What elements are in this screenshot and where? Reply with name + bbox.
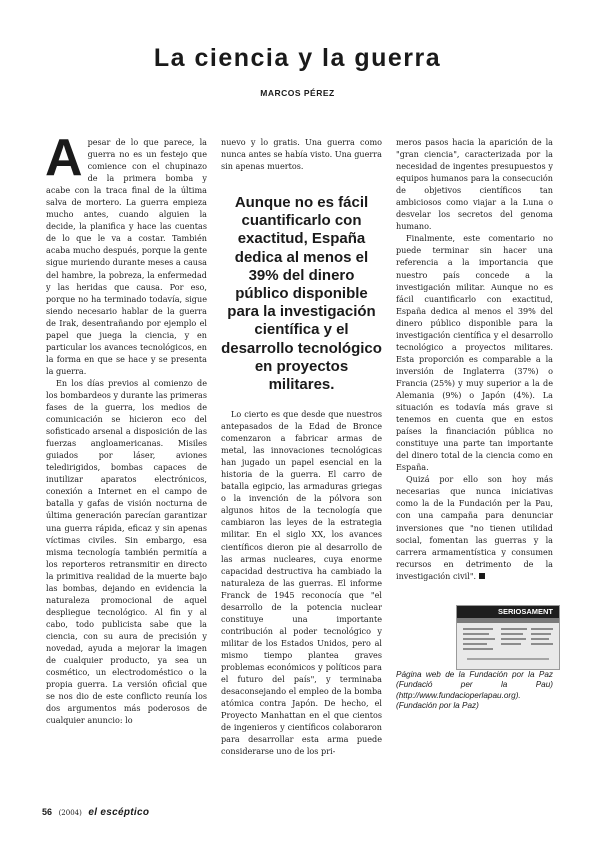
website-text-line [501, 633, 523, 635]
article-author: MARCOS PÉREZ [260, 88, 335, 98]
website-text-line [531, 628, 553, 630]
paragraph: meros pasos hacia la aparición de la "gran ciencia", caracterizada por la necesidad de ingentes presupuestos y equipos humanos para la consecución de objetivos científicos tan ambiciosos como viajar a la Luna o desvelar los secretos del genoma humano. [396, 137, 553, 232]
website-text-line [463, 643, 487, 645]
paragraph: nuevo y lo gratis. Una guerra como nunca antes se había visto. Una guerra sin apenas muertos. [221, 137, 382, 172]
paragraph: En los días previos al comienzo de los bombardeos y durante las primeras fases de la guerra, los medios de comunicación se hicieron eco del sofisticado arsenal a disposición de las fuerzas angloamericanas. Misiles guiados por láser, aviones teledirigidos, bombas capaces de inutilizar aparatos electrónicos, conexión a Internet en el campo de batalla y gafas de visión nocturna de última generación parecían garantizar una guerra rápida, eficaz y sin apenas víctimas civiles. Sin embargo, esa misma tecnología también permitía a los reporteros retransmitir en directo la primitiva realidad de la muerte bajo las bombas, dejando en evidencia la naturaleza promocional de aquel despliegue tecnológico. Al fin y al cabo, todo publicista sabe que la ciencia, con su aura de precisión y novedad, ayuda a mejorar la imagen de cualquier producto, ya sea un cosmético, un electrodoméstico o la propia guerra. La versión oficial que se nos dio de este conflicto reunía los dos argumentos más poderosos de cualquier anuncio: lo [46, 377, 207, 726]
drop-cap: A [45, 129, 83, 187]
figure-caption: Página web de la Fundación por la Paz (Fundació per la Pau) (http://www.fundacioperlapau.org). (Fundación por la Paz) [396, 670, 553, 710]
website-text-line [531, 633, 551, 635]
pull-quote: Aunque no es fácil cuantificarlo con exactitud, España dedica al menos el 39% del dinero público disponible para la investigación científica y el desarrollo tecnológico en proyectos militares. [221, 194, 382, 394]
paragraph-text: Quizá por ello son hoy más necesarias que nunca iniciativas como la de la Fundación per la Pau, con una campaña para denunciar inversiones que "no tienen utilidad social, fomentan las guerras y la carrera armamentística y consumen recursos en detrimento de la investigación civil". [396, 474, 553, 581]
paragraph: Lo cierto es que desde que nuestros antepasados de la Edad de Bronce comenzaron a fabricar armas de metal, las innovaciones tecnológicas han jugado un papel esencial en la historia de la guerra. El carro de batalla egipcio, las armaduras griegas o la invención de la pólvora son algunos hitos de la tecnología que cambiaron las leyes de la estrategia militar. En el siglo XX, los avances científicos dieron pie al desarrollo de las armas nucleares, cuya enorme capacidad destructiva ha cambiado la naturaleza de las guerras. El informe Franck de 1945 reconocía que "el desarrollo de la potencia nuclear constituye una importante contribución al poder tecnológico y militar de los Estados Unidos, pero al mismo tiempo plantea graves problemas económicos y políticos para el futuro del país", y terminaba desaconsejando el empleo de la bomba atómica contra Japón. De hecho, el Proyecto Manhattan en el que cientos de ingenieros y científicos colaboraron para desarrollar esta arma puede considerarse uno de los pri- [221, 409, 382, 757]
article-title: La ciencia y la guerra [153, 44, 442, 72]
end-mark-icon [479, 573, 485, 579]
paragraph [396, 473, 553, 581]
website-text-line [501, 628, 527, 630]
website-header: SERIOSAMENT [457, 606, 559, 618]
column-2-body [221, 408, 382, 757]
website-text-line [463, 633, 489, 635]
column-3 [396, 136, 553, 582]
website-text-line [501, 643, 521, 645]
issue-year: (2004) [58, 809, 82, 817]
paragraph-text: pesar de lo que parece, la guerra no es un festejo que comience con el chupinazo de la primera bomba y acabe con la traca final de la última salva de mortero. La guerra empieza mucho antes, cuando alguien la decide, la planifica y hace las cuentas de lo que le va a costar. También acaba mucho después, porque la gente sigue muriendo durante meses a causa del hambre, la pobreza, la enfermedad y las heridas que causa. Por eso, porque no ha terminado todavía, sigue siendo necesario hablar de la guerra de Irak, desentrañando por ejemplo el papel que juega la ciencia, y en particular los avances tecnológicos, en la forma en que se hace y se presenta la guerra. [46, 137, 207, 376]
website-text-line [463, 648, 493, 650]
website-text-line [463, 638, 495, 640]
page-number: 56 [42, 807, 53, 817]
website-text-line [467, 658, 549, 660]
column-1 [45, 129, 207, 726]
page-footer [42, 807, 149, 818]
website-text-line [501, 638, 526, 640]
magazine-name: el escéptico [88, 807, 150, 818]
paragraph: Finalmente, este comentario no puede terminar sin hacer una referencia a la importancia que nuestro país concede a la investigación militar. Aunque no es fácil cuantificarlo con exactitud, España dedica al menos el 39% del dinero público disponible para la investigación científica y el desarrollo tecnológico a proyectos militares. Esta proporción es comparable a la inversión de Inglaterra (37%) o Francia (25%) y muy superior a la de Alemania (9%) o Japón (4%). La situación es todavía más grave si tenemos en cuenta que en estos países la financiación pública no constituye una parte tan importante del dinero total de la ciencia como en España. [396, 233, 553, 473]
website-text-line [463, 628, 493, 630]
website-nav-bar [457, 618, 559, 623]
website-text-line [531, 638, 549, 640]
website-text-line [531, 643, 553, 645]
website-screenshot [456, 605, 560, 670]
paragraph [45, 129, 207, 377]
